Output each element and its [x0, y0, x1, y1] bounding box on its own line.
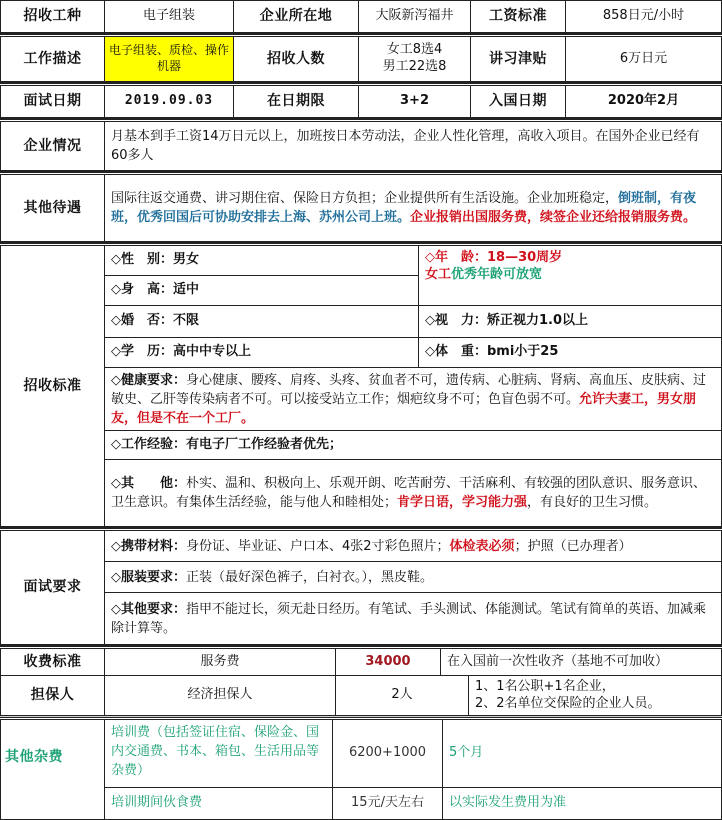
materials-text: 身份证、毕业证、户口本、4张2寸彩色照片； — [186, 538, 450, 554]
req-other-red: 肯学日语，学习能力强 — [397, 495, 528, 510]
req-other-cell — [104, 459, 722, 527]
req-height: ◇身 高：适中 — [104, 275, 419, 306]
interview-dress — [111, 568, 433, 587]
req-health — [111, 371, 715, 428]
wage-label: 工资标准 — [470, 0, 566, 33]
fees-note: 在入国前一次性收齐（基地不可加收） — [440, 648, 722, 676]
headcount-female: 女工8选4 — [386, 42, 443, 58]
interview-other-text: 指甲不能过长，须无赴日经历。有笔试、手头测试、体能测试。笔试有简单的英语、加减乘除计算等。 — [111, 601, 707, 636]
requirements-label: 招收标准 — [0, 245, 105, 527]
req-health-text: 身心健康、腰疼、肩疼、头疼、贫血者不可，遗传病、心脏病、肾病、高血压、皮肤病、过敏史、乙肝等传染病者不可。可以接受站立工作；烟疤纹身不可；色盲色弱不可。 — [111, 372, 707, 407]
job-type-value: 电子组装 — [104, 0, 234, 33]
headcount-value — [358, 36, 471, 82]
req-other-label: ◇其 他： — [111, 476, 186, 491]
headcount-male: 男工22选8 — [382, 59, 447, 74]
dress-text: 正装（最好深色裤子，白衬衣。），黑皮鞋。 — [186, 569, 434, 585]
row-divider — [0, 645, 722, 647]
req-health-cell — [104, 367, 722, 431]
headcount-label: 招收人数 — [233, 36, 359, 82]
guarantor-note-2: 2、2名单位交保险的企业人员。 — [475, 695, 661, 711]
wage-value: 858日元/小时 — [565, 0, 722, 33]
benefits-text — [111, 189, 715, 227]
materials-red: 体检表必须 — [449, 538, 515, 554]
interview-dress-cell — [104, 561, 722, 593]
req-health-red: 允许夫妻工，男女朋友，但是不在一个工厂。 — [111, 391, 697, 426]
interview-materials — [111, 537, 632, 556]
benefits-red: 企业报销出国服务费，续签企业还给报销服务费。 — [410, 210, 697, 225]
req-vision: ◇视 力：矫正视力1.0以上 — [418, 305, 722, 338]
allowance-value: 6万日元 — [565, 36, 722, 82]
req-age: ◇年 龄：18—30周岁 — [425, 250, 563, 265]
misc-row-2-note: 以实际发生费用为准 — [442, 787, 722, 820]
req-age-cell — [418, 245, 722, 306]
guarantor-count: 2人 — [335, 675, 469, 716]
term-label: 在日期限 — [233, 85, 359, 118]
interview-date-value: 2019.09.03 — [104, 85, 234, 118]
req-gender: ◇性 别：男女 — [104, 245, 419, 276]
fees-amount: 34000 — [335, 648, 441, 676]
job-desc-label: 工作描述 — [0, 36, 105, 82]
row-divider — [0, 82, 722, 84]
req-weight: ◇体 重：bmi小于25 — [418, 337, 722, 368]
allowance-label: 讲习津贴 — [470, 36, 566, 82]
req-experience: ◇工作经验：有电子厂工作经验者优先； — [104, 430, 722, 460]
req-education: ◇学 历：高中中专以上 — [104, 337, 419, 368]
row-divider — [0, 118, 722, 120]
req-age-note-female: 女工 — [425, 266, 452, 282]
materials-tail: ；护照（已办理者） — [514, 538, 632, 554]
req-other-text: 朴实、温和、积极向上、乐观开朗、吃苦耐劳、干活麻利、有较强的团队意识、服务意识、卫生意识。有集体生活经验，能与他人和睦相处； — [111, 476, 707, 510]
interview-label: 面试要求 — [0, 530, 105, 645]
misc-row-1-item: 培训费（包括签证住宿、保险金、国内交通费、书本、箱包、生活用品等杂费） — [104, 719, 333, 788]
dress-label: ◇服装要求： — [111, 569, 186, 585]
fees-label: 收费标准 — [0, 648, 105, 676]
company-text: 月基本到手工资14万日元以上，加班按日本劳动法，企业人性化管理，高收入项目。在国外企业已经有60多人 — [111, 129, 700, 163]
interview-other-cell — [104, 592, 722, 645]
company-label: 企业情况 — [0, 121, 105, 171]
entry-date-value: 2020年2月 — [565, 85, 722, 118]
term-value: 3+2 — [358, 85, 471, 118]
req-other-tail: ，有良好的卫生习惯。 — [527, 495, 658, 510]
materials-label: ◇携带材料： — [111, 538, 186, 554]
req-health-label: ◇健康要求： — [111, 372, 186, 388]
location-value: 大阪新泻福井 — [358, 0, 471, 33]
row-divider — [0, 33, 722, 35]
misc-row-2-amount — [332, 787, 443, 820]
benefits-label: 其他待遇 — [0, 174, 105, 242]
benefits-plain: 国际往返交通费、讲习期住宿、保险日方负担；企业提供所有生活设施。企业加班稳定， — [111, 191, 619, 206]
entry-date-label: 入国日期 — [470, 85, 566, 118]
job-type-label: 招收工种 — [0, 0, 105, 33]
req-age-note-relaxed: 优秀年龄可放宽 — [451, 266, 543, 282]
misc-row-1-amount: 6200+1000 — [332, 719, 443, 788]
req-marital: ◇婚 否：不限 — [104, 305, 419, 338]
location-label: 企业所在地 — [233, 0, 359, 33]
misc-label: 其他杂费 — [0, 719, 105, 820]
guarantor-note-cell — [468, 675, 722, 716]
guarantor-note-1: 1、1名公职+1名企业， — [475, 678, 615, 694]
req-age-note — [425, 267, 542, 284]
interview-date-label: 面试日期 — [0, 85, 105, 118]
interview-other-label: ◇其他要求： — [111, 601, 186, 617]
benefits-blue: 倒班制，有夜班，优秀回国后可协助安排去上海、苏州公司上班。 — [111, 191, 697, 225]
row-divider — [0, 527, 722, 529]
row-divider — [0, 716, 722, 718]
guarantor-label: 担保人 — [0, 675, 105, 716]
fees-item: 服务费 — [104, 648, 336, 676]
guarantor-type: 经济担保人 — [104, 675, 336, 716]
misc-row-2-amount-text: 15元/天左右 — [351, 795, 424, 811]
interview-other — [111, 600, 715, 638]
job-desc-value: 电子组装、质检、操作机器 — [104, 36, 234, 82]
misc-row-1-note: 5个月 — [442, 719, 722, 788]
req-other — [111, 474, 715, 512]
interview-materials-cell — [104, 530, 722, 562]
company-text-cell — [104, 121, 722, 171]
misc-row-2-item: 培训期间伙食费 — [104, 787, 333, 820]
row-divider — [0, 242, 722, 244]
benefits-text-cell — [104, 174, 722, 242]
row-divider — [0, 171, 722, 173]
